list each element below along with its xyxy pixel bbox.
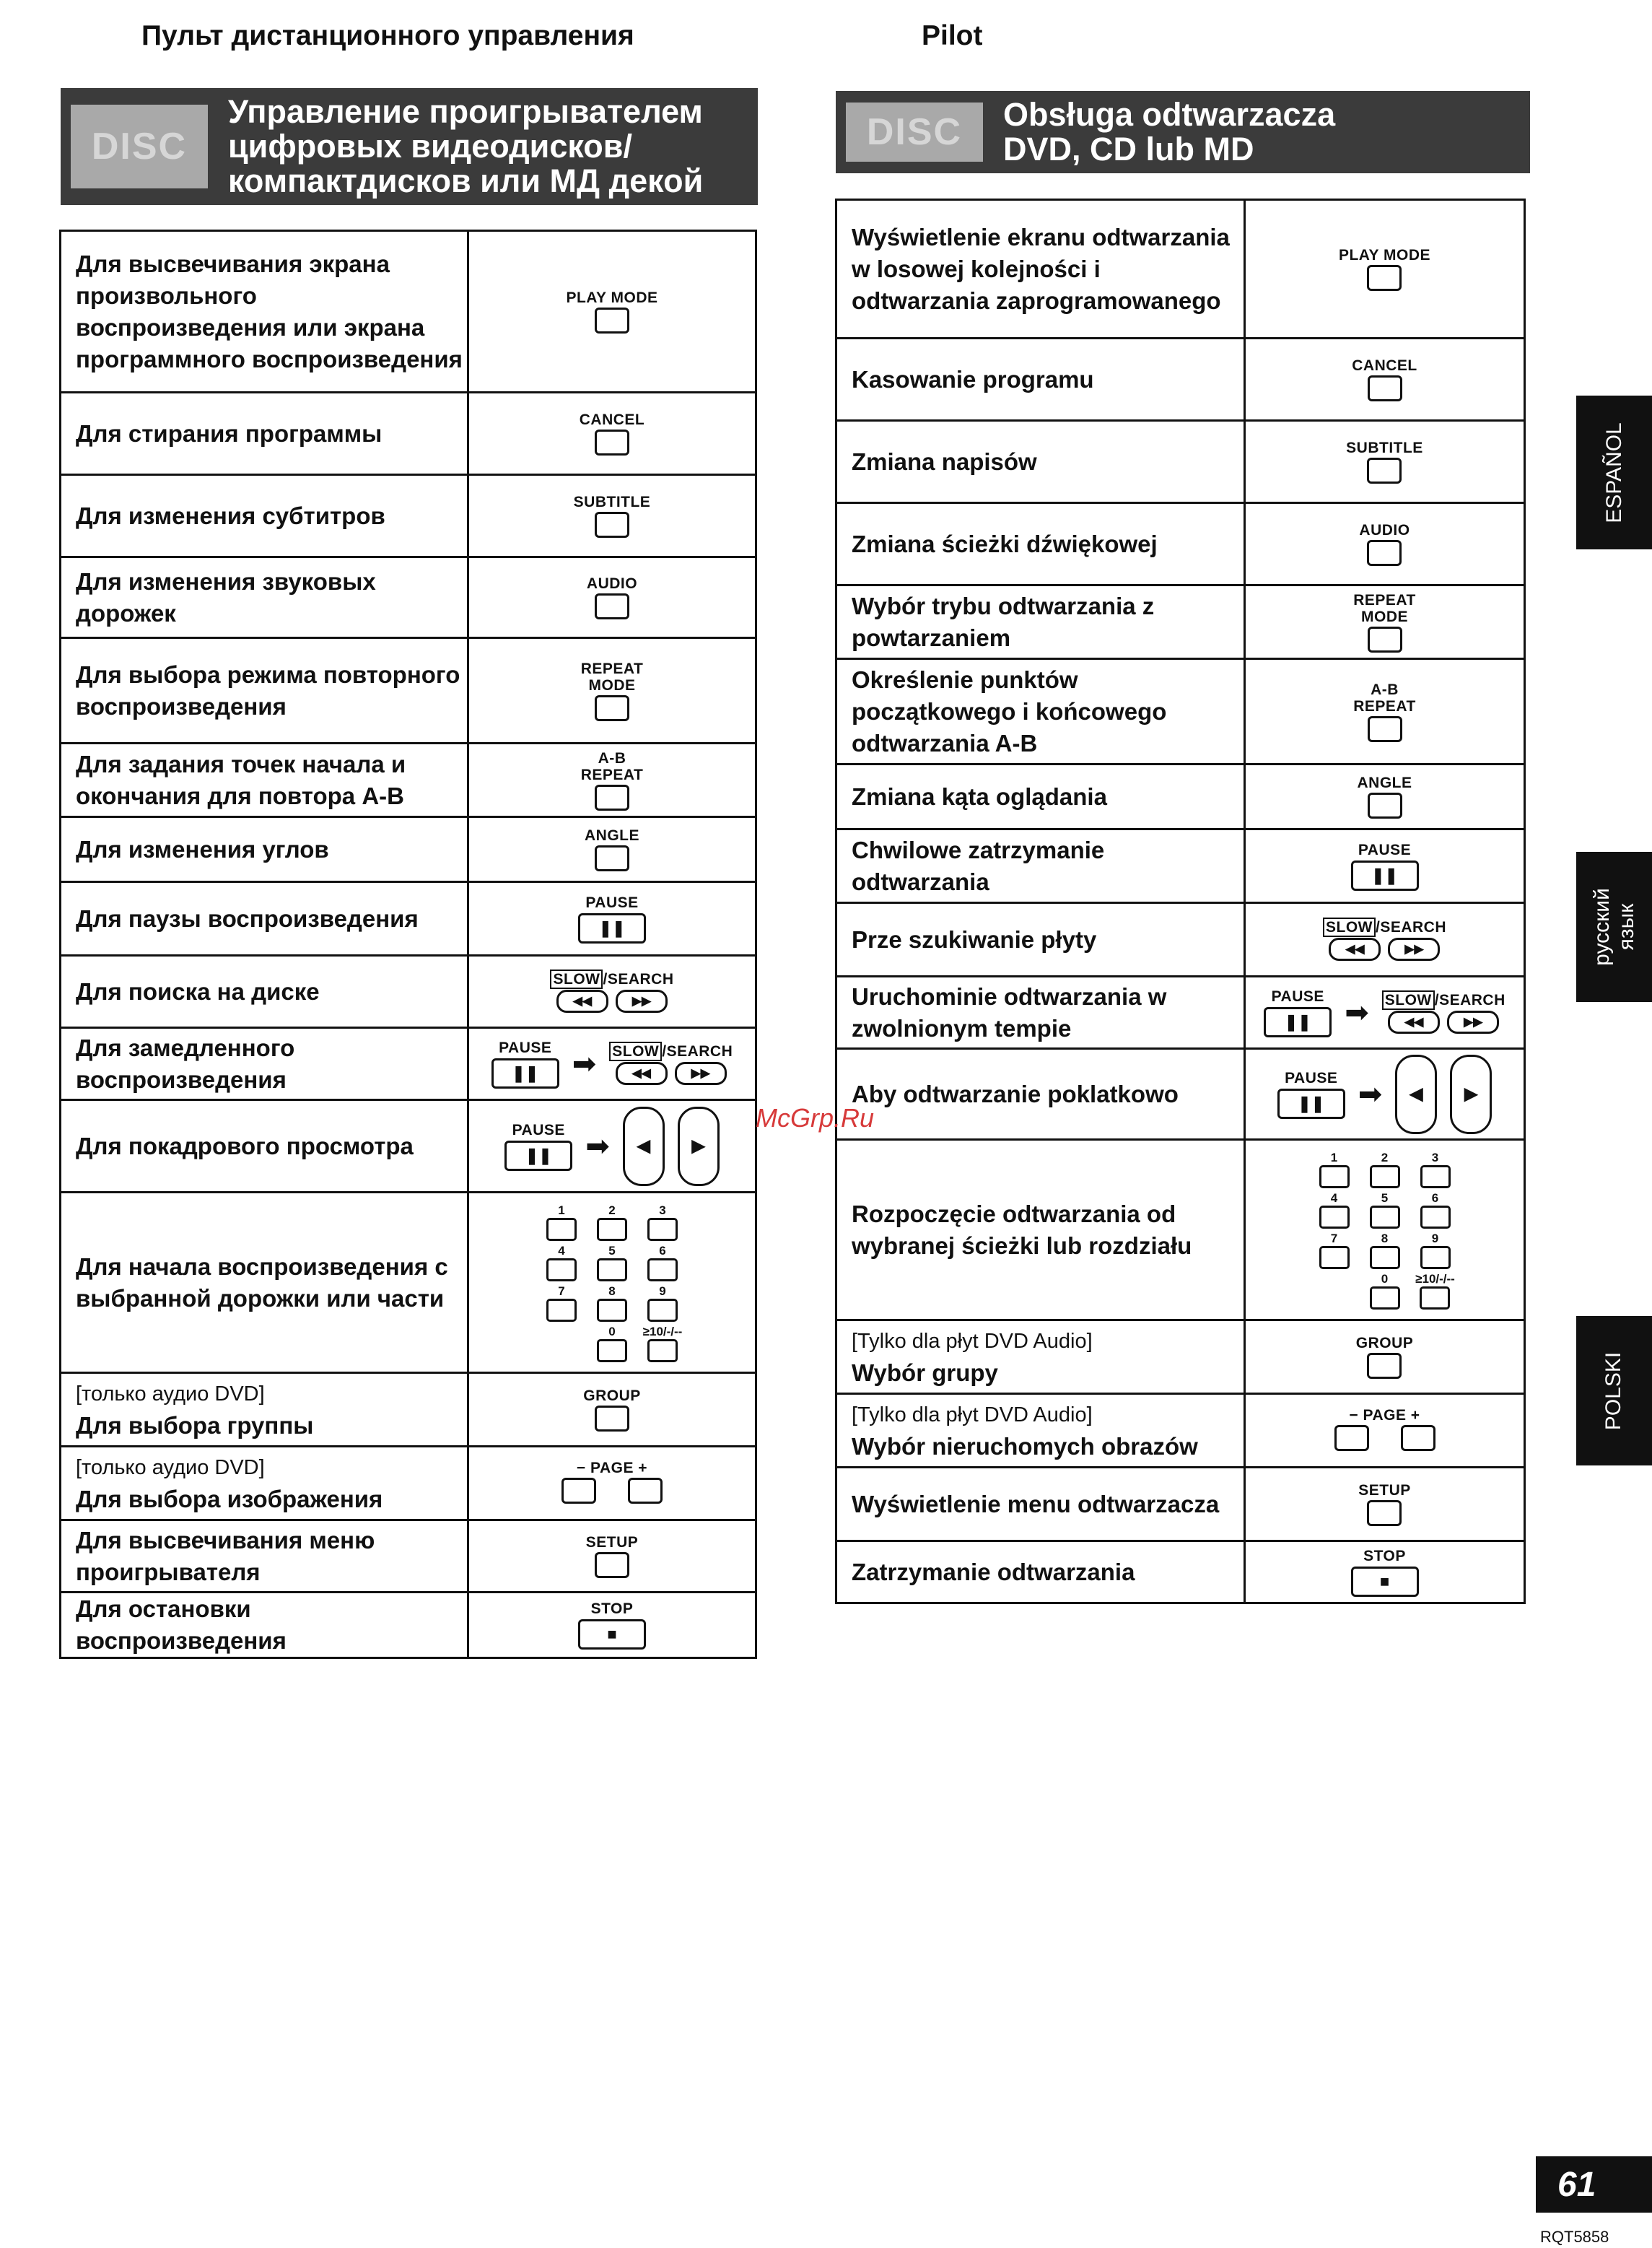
ru-section-heading: Управление проигрывателем цифровых видеодисков/ компактдисков или МД декой	[228, 93, 704, 199]
table-row	[836, 1049, 1525, 1140]
language-tab-espanol: ESPAÑOL	[1576, 396, 1652, 549]
arrow-right-icon: ➡	[1345, 996, 1369, 1029]
table-row	[61, 882, 756, 956]
rewind-button[interactable]: ◀◀	[1329, 938, 1381, 961]
table-row	[61, 231, 756, 393]
subtitle-button[interactable]	[1367, 458, 1402, 484]
pl-controls-table	[835, 199, 1526, 1604]
button-label: PAUSE	[1358, 841, 1412, 858]
cancel-button[interactable]	[595, 430, 629, 456]
button-label: SLOW /SEARCH	[1382, 992, 1505, 1008]
table-row	[836, 421, 1525, 503]
subtitle-button[interactable]	[595, 512, 629, 538]
table-row	[836, 585, 1525, 659]
table-row	[61, 744, 756, 817]
number-key-0[interactable]	[1370, 1286, 1400, 1310]
table-row	[836, 903, 1525, 977]
number-key-9[interactable]	[1420, 1246, 1451, 1269]
button-label: ANGLE	[585, 827, 639, 844]
page-plus-button[interactable]	[1401, 1425, 1435, 1451]
row-description: Для задания точек начала и окончания для повтора A-B	[61, 744, 468, 817]
row-description: Для поиска на диске	[61, 956, 468, 1028]
button-label: AUDIO	[586, 575, 638, 592]
button-label: PLAY MODE	[1338, 247, 1431, 263]
fast-forward-button[interactable]: ▶▶	[616, 990, 668, 1013]
row-description: Zmiana ścieżki dźwiękowej	[836, 503, 1245, 585]
watermark: McGrp.Ru	[756, 1103, 875, 1133]
button-label: REPEAT	[1353, 697, 1416, 715]
table-row	[836, 829, 1525, 903]
button-label: MODE	[1361, 608, 1408, 625]
number-key-3[interactable]	[647, 1218, 678, 1241]
ru-column-title: Пульт дистанционного управления	[141, 20, 634, 51]
number-key-4[interactable]	[1319, 1206, 1350, 1229]
frame-back-button[interactable]: ◀	[1395, 1055, 1437, 1134]
rewind-button[interactable]: ◀◀	[1388, 1011, 1440, 1034]
table-row	[836, 1140, 1525, 1320]
table-row	[61, 393, 756, 475]
row-description: [Tylko dla płyt DVD Audio] Wybór grupy	[836, 1320, 1245, 1394]
table-row	[836, 1541, 1525, 1603]
row-description: Uruchominie odtwarzania w zwolnionym tempie	[836, 977, 1245, 1049]
page-minus-button[interactable]	[1334, 1425, 1369, 1451]
number-key-4[interactable]	[546, 1258, 577, 1281]
angle-button[interactable]	[595, 845, 629, 871]
button-label: GROUP	[1355, 1335, 1414, 1351]
pause-button[interactable]: ❚❚	[504, 1141, 572, 1171]
row-description: Для остановки воспроизведения	[61, 1593, 468, 1658]
table-row	[836, 1468, 1525, 1541]
button-label: CANCEL	[579, 411, 645, 428]
page-plus-button[interactable]	[628, 1478, 663, 1504]
number-key-9[interactable]	[647, 1299, 678, 1322]
ru-section-banner	[61, 88, 758, 205]
button-label: SETUP	[1358, 1482, 1411, 1499]
number-key-7[interactable]	[1319, 1246, 1350, 1269]
rewind-button[interactable]: ◀◀	[616, 1062, 668, 1085]
number-key-10-plus[interactable]	[647, 1339, 678, 1362]
table-row	[61, 1447, 756, 1520]
frame-forward-button[interactable]: ▶	[678, 1107, 720, 1186]
row-description: Для выбора режима повторного воспроизведения	[61, 638, 468, 744]
table-row	[836, 659, 1525, 764]
table-row	[61, 1193, 756, 1373]
frame-forward-button[interactable]: ▶	[1450, 1055, 1492, 1134]
ab-repeat-button[interactable]	[1368, 716, 1402, 742]
table-row	[61, 1028, 756, 1100]
row-description: Zmiana kąta oglądania	[836, 764, 1245, 829]
number-key-3[interactable]	[1420, 1165, 1451, 1188]
table-row	[836, 503, 1525, 585]
row-description: Для изменения звуковых дорожек	[61, 557, 468, 638]
fast-forward-button[interactable]: ▶▶	[1447, 1011, 1499, 1034]
play-mode-button[interactable]	[595, 308, 629, 334]
row-description: [только аудио DVD] Для выбора изображения	[61, 1447, 468, 1520]
cancel-button[interactable]	[1368, 375, 1402, 401]
row-description: Aby odtwarzanie poklatkowo	[836, 1049, 1245, 1140]
row-description: Для высвечивания меню проигрывателя	[61, 1520, 468, 1593]
disc-tag: DISC	[71, 105, 208, 189]
fast-forward-button[interactable]: ▶▶	[675, 1062, 727, 1085]
arrow-right-icon: ➡	[572, 1047, 597, 1080]
pl-section-heading: Obsługa odtwarzacza DVD, CD lub MD	[1003, 96, 1336, 167]
number-key-10-plus[interactable]	[1420, 1286, 1450, 1310]
frame-back-button[interactable]: ◀	[623, 1107, 665, 1186]
row-description: Rozpoczęcie odtwarzania od wybranej ścieżki lub rozdziału	[836, 1140, 1245, 1320]
table-row	[61, 638, 756, 744]
button-label: − PAGE +	[576, 1459, 648, 1476]
pl-section-banner	[836, 91, 1530, 173]
button-label: CANCEL	[1352, 357, 1417, 374]
button-label: PLAY MODE	[566, 289, 658, 306]
row-description: Для стирания программы	[61, 393, 468, 475]
pause-button[interactable]: ❚❚	[491, 1058, 559, 1089]
row-description: [Tylko dla płyt DVD Audio] Wybór nieruchomych obrazów	[836, 1394, 1245, 1468]
table-row	[61, 1373, 756, 1447]
row-description: Для изменения субтитров	[61, 475, 468, 557]
table-row	[61, 1100, 756, 1193]
row-description: Zatrzymanie odtwarzania	[836, 1541, 1245, 1603]
button-label: REPEAT	[580, 660, 644, 677]
button-label: STOP	[1363, 1547, 1406, 1564]
button-label: A-B	[598, 749, 626, 767]
play-mode-button[interactable]	[1367, 265, 1402, 291]
group-button[interactable]	[1367, 1353, 1402, 1379]
pause-button[interactable]: ❚❚	[1277, 1089, 1345, 1119]
row-description: Kasowanie programu	[836, 339, 1245, 421]
row-description: Для начала воспроизведения с выбранной дорожки или части	[61, 1193, 468, 1373]
table-row	[61, 475, 756, 557]
row-note: [только аудио DVD]	[76, 1382, 265, 1406]
table-row	[836, 339, 1525, 421]
row-description: Для высвечивания экрана произвольного воспроизведения или экрана программного воспроизведения	[61, 231, 468, 393]
pause-button[interactable]: ❚❚	[578, 913, 646, 944]
row-description: [только аудио DVD] Для выбора группы	[61, 1373, 468, 1447]
button-label: SUBTITLE	[1346, 440, 1423, 456]
row-description: Wyświetlenie menu odtwarzacza	[836, 1468, 1245, 1541]
page-number: 61	[1536, 2156, 1652, 2213]
table-row	[836, 1394, 1525, 1468]
number-key-2[interactable]	[597, 1218, 627, 1241]
row-note: [только аудио DVD]	[76, 1455, 265, 1479]
language-tab-russkiy: русский язык	[1576, 852, 1652, 1002]
row-description: Для паузы воспроизведения	[61, 882, 468, 956]
row-description: Zmiana napisów	[836, 421, 1245, 503]
button-label: PAUSE	[1271, 988, 1324, 1005]
row-note: [Tylko dla płyt DVD Audio]	[852, 1329, 1093, 1353]
number-key-8[interactable]	[1370, 1246, 1400, 1269]
table-row	[836, 977, 1525, 1049]
ru-controls-table	[59, 230, 757, 1659]
button-label: PAUSE	[499, 1039, 552, 1056]
setup-button[interactable]	[595, 1552, 629, 1578]
row-description: Chwilowe zatrzymanie odtwarzania	[836, 829, 1245, 903]
audio-button[interactable]	[595, 593, 629, 619]
arrow-right-icon: ➡	[1358, 1078, 1383, 1110]
document-code: RQT5858	[1540, 2228, 1609, 2246]
page-minus-button[interactable]	[561, 1478, 596, 1504]
row-description: Для изменения углов	[61, 817, 468, 882]
table-row	[61, 1593, 756, 1658]
button-label: − PAGE +	[1349, 1406, 1420, 1424]
button-label: ANGLE	[1357, 775, 1412, 791]
row-description: Określenie punktów początkowego i końcowego odtwarzania A-B	[836, 659, 1245, 764]
table-row	[836, 1320, 1525, 1394]
button-label: PAUSE	[585, 894, 639, 911]
row-description: Для замедленного воспроизведения	[61, 1028, 468, 1100]
row-description: Wyświetlenie ekranu odtwarzania w losowej kolejności i odtwarzania zaprogramowanego	[836, 200, 1245, 339]
number-key-6[interactable]	[1420, 1206, 1451, 1229]
row-description: Для покадрового просмотра	[61, 1100, 468, 1193]
number-key-6[interactable]	[647, 1258, 678, 1281]
button-label: AUDIO	[1359, 522, 1410, 539]
button-label: SUBTITLE	[573, 494, 651, 510]
language-tab-polski: POLSKI	[1576, 1316, 1652, 1465]
repeat-mode-button[interactable]	[1368, 627, 1402, 653]
number-key-1[interactable]	[1319, 1165, 1350, 1188]
button-label: REPEAT	[580, 766, 644, 783]
number-key-1[interactable]	[546, 1218, 577, 1241]
button-label: SLOW /SEARCH	[550, 971, 673, 988]
number-key-7[interactable]	[546, 1299, 577, 1322]
stop-button[interactable]: ■	[578, 1619, 646, 1650]
number-key-5[interactable]	[597, 1258, 627, 1281]
rewind-button[interactable]: ◀◀	[556, 990, 608, 1013]
pl-column-title: Pilot	[922, 20, 983, 51]
table-row	[61, 956, 756, 1028]
row-description: Prze szukiwanie płyty	[836, 903, 1245, 977]
button-label: GROUP	[583, 1387, 641, 1404]
table-row	[61, 817, 756, 882]
button-label: REPEAT	[1353, 591, 1416, 609]
disc-tag: DISC	[846, 103, 983, 162]
button-label: STOP	[590, 1600, 634, 1617]
pause-button[interactable]: ❚❚	[1264, 1007, 1332, 1037]
group-button[interactable]	[595, 1406, 629, 1432]
number-key-5[interactable]	[1370, 1206, 1400, 1229]
pause-button[interactable]: ❚❚	[1351, 861, 1419, 891]
arrow-right-icon: ➡	[585, 1130, 610, 1162]
button-label: A-B	[1371, 681, 1399, 698]
number-key-2[interactable]	[1370, 1165, 1400, 1188]
repeat-mode-button[interactable]	[595, 695, 629, 721]
button-label: MODE	[588, 676, 636, 694]
button-label: PAUSE	[1285, 1069, 1338, 1086]
fast-forward-button[interactable]: ▶▶	[1388, 938, 1440, 961]
table-row	[836, 764, 1525, 829]
angle-button[interactable]	[1368, 793, 1402, 819]
table-row	[836, 200, 1525, 339]
button-label: SETUP	[585, 1534, 639, 1551]
numeric-keypad: 1 2 3 4 5 6 7 8 9 0 ≥10/-/--	[1309, 1151, 1461, 1310]
stop-button[interactable]: ■	[1351, 1567, 1419, 1597]
button-label: PAUSE	[512, 1121, 565, 1138]
ab-repeat-button[interactable]	[595, 785, 629, 811]
row-note: [Tylko dla płyt DVD Audio]	[852, 1403, 1093, 1426]
number-key-8[interactable]	[597, 1299, 627, 1322]
button-label: SLOW /SEARCH	[1323, 919, 1446, 936]
setup-button[interactable]	[1367, 1500, 1402, 1526]
number-key-0[interactable]	[597, 1339, 627, 1362]
numeric-keypad: 1 2 3 4 5 6 7 8 9 0 ≥10/-/--	[536, 1203, 688, 1362]
table-row	[61, 557, 756, 638]
table-row	[61, 1520, 756, 1593]
row-description: Wybór trybu odtwarzania z powtarzaniem	[836, 585, 1245, 659]
button-label: SLOW /SEARCH	[609, 1043, 733, 1060]
audio-button[interactable]	[1367, 540, 1402, 566]
